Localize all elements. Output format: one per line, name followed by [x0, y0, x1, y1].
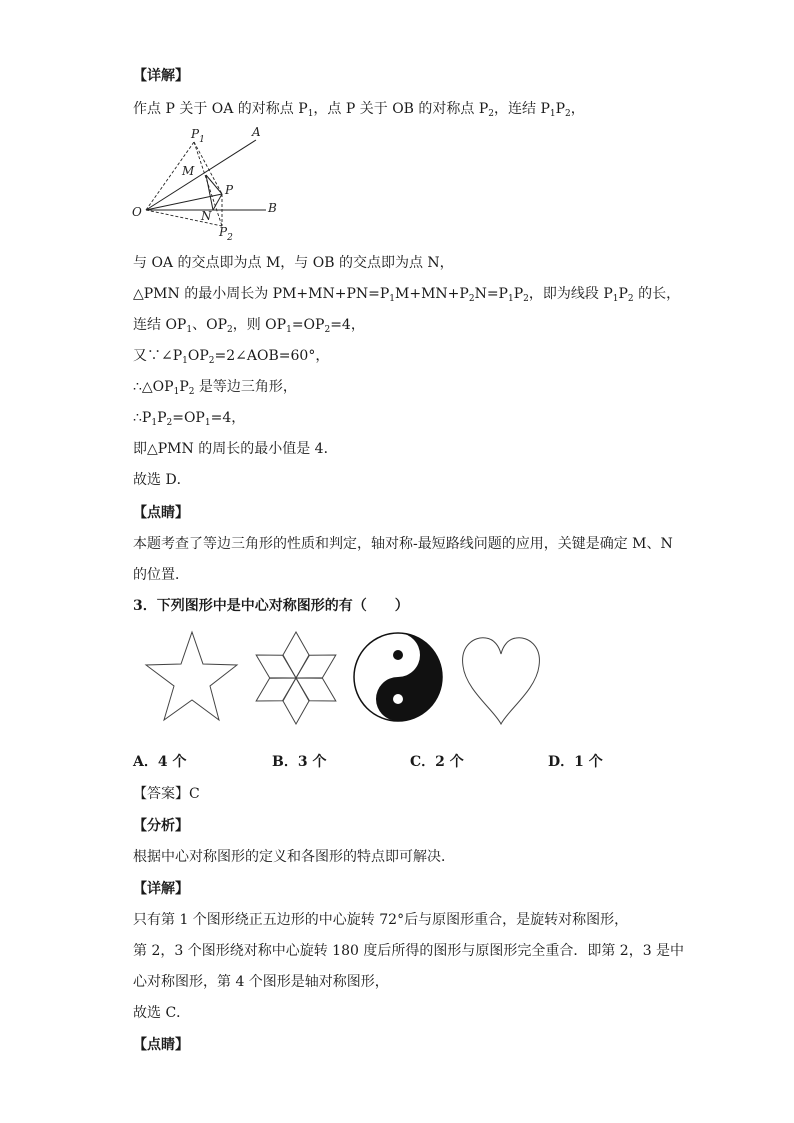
- label-o: O: [132, 205, 142, 219]
- detail-line-2: 第 2，3 个图形绕对称中心旋转 180 度后所得的图形与原图形完全重合．即第 2，3 是中: [133, 943, 685, 959]
- comment-heading-2: 【点睛】: [133, 1037, 189, 1053]
- comment-heading: 【点睛】: [133, 505, 189, 521]
- detail-heading-2: 【详解】: [133, 881, 189, 897]
- detail-line-4: 故选 C．: [133, 1005, 191, 1021]
- yin-yang-figure: [351, 625, 445, 729]
- analysis-text: 根据中心对称图形的定义和各图形的特点即可解决．: [133, 849, 455, 865]
- option-c: C．2 个: [410, 754, 464, 770]
- label-m: M: [182, 164, 195, 178]
- option-d: D．1 个: [548, 754, 603, 770]
- label-b: B: [268, 201, 277, 215]
- label-p1: $P_1$: [191, 127, 205, 145]
- question-3-stem: 3．下列图形中是中心对称图形的有（ ）: [133, 598, 409, 614]
- analysis-heading: 【分析】: [133, 818, 189, 834]
- solution-line-2: 与 OA 的交点即为点 M，与 OB 的交点即为点 N，: [133, 255, 454, 271]
- solution-line-4: 连结 $OP_1$、$OP_2$，则 $OP_1=OP_2=4$，: [133, 317, 365, 335]
- option-b: B．3 个: [272, 754, 327, 770]
- label-n: N: [201, 209, 212, 223]
- geometry-diagram: [128, 122, 288, 246]
- label-p2: $P_2$: [219, 225, 233, 243]
- detail-heading: 【详解】: [133, 68, 189, 84]
- solution-line-7: $\therefore P_1P_2=OP_1=4$，: [133, 410, 246, 428]
- comment-line-1: 本题考查了等边三角形的性质和判定，轴对称-最短路线问题的应用，关键是确定 M、N: [133, 536, 673, 552]
- detail-line-3: 心对称图形，第 4 个图形是轴对称图形，: [133, 974, 389, 990]
- solution-line-6: $\therefore\triangle OP_1P_2$ 是等边三角形，: [133, 379, 297, 397]
- rhombus-flower-figure: [251, 628, 341, 728]
- segment-np: [213, 194, 222, 210]
- star-figure: [143, 628, 241, 726]
- label-a: A: [252, 125, 261, 139]
- solution-line-1: 作点 P 关于 OA 的对称点 $P_1$，点 P 关于 OB 的对称点 $P_2$，连结 $P_1P_2$，: [133, 101, 585, 119]
- solution-line-9: 故选 D．: [133, 472, 191, 488]
- heart-figure: [458, 634, 544, 728]
- solution-line-5: 又$\because\angle P_1OP_2=2\angle AOB=60^\circ$，: [133, 348, 330, 366]
- comment-line-2: 的位置．: [133, 567, 189, 583]
- solution-line-8: 即△PMN 的周长的最小值是 4．: [133, 441, 338, 457]
- answer-line: 【答案】C: [133, 786, 200, 802]
- ray-oa: [146, 140, 256, 210]
- detail-line-1: 只有第 1 个图形绕正五边形的中心旋转 72°后与原图形重合，是旋转对称图形，: [133, 912, 629, 928]
- option-a: A．4 个: [133, 754, 187, 770]
- label-p: P: [225, 183, 234, 197]
- solution-line-3: △PMN 的最小周长为 $PM+MN+PN=P_1M+MN+P_2N=P_1P_2$，即为线段 $P_1P_2$ 的长，: [133, 286, 681, 304]
